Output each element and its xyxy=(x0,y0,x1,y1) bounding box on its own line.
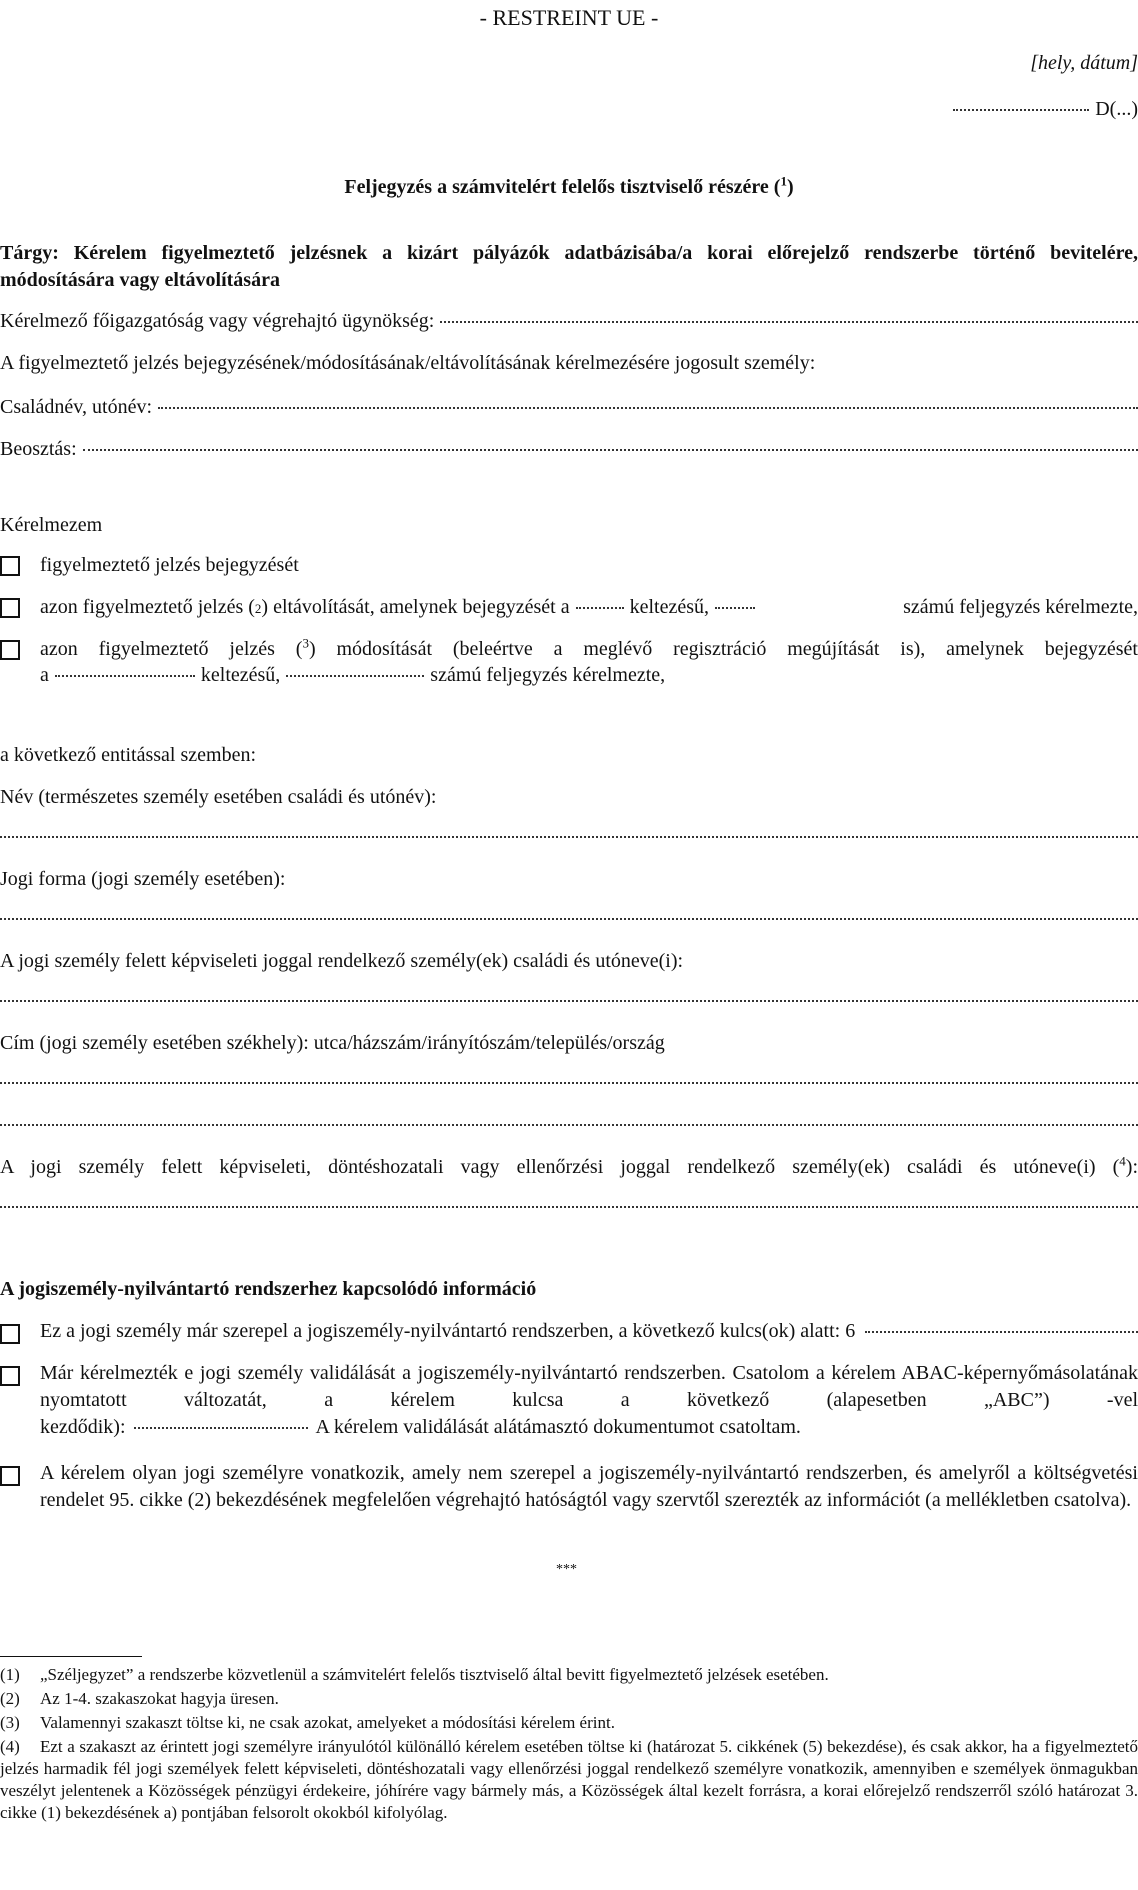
document-title: Feljegyzés a számvitelért felelős tisztviselő részére ($^1$) xyxy=(344,173,794,198)
separator: *** xyxy=(556,1562,577,1577)
validation-requested-label: Már kérelmezték e jogi személy validálását a jogiszemély-nyilvántartó rendszerben. Csatolom a kérelem ABAC-képernyőmásolatának nyomtatott változatát, a kérelem kulcsa a következő (alapesetben „ABC”) -vel xyxy=(40,1362,1138,1411)
name-field[interactable] xyxy=(0,394,1138,421)
legal-entity-exists-text: Ez a jogi személy már szerepel a jogiszemély-nyilvántartó rendszerben, a következő kulcs(ok) alatt: 6 xyxy=(40,1320,856,1342)
footnote-4-num: (4) xyxy=(0,1737,20,1756)
remove-text-d: számú feljegyzés kérelmezte, xyxy=(903,596,1138,618)
validation-text-b: kezdődik): xyxy=(40,1416,126,1438)
option-modify-warning-label xyxy=(40,636,1138,663)
name-label: Családnév, utónév: xyxy=(0,396,153,418)
footnote-ref-4: 4 xyxy=(1119,1153,1126,1169)
control-persons-field[interactable] xyxy=(0,1206,1138,1208)
representatives-label: A jogi személy felett képviseleti joggal rendelkező személy(ek) családi és utóneve(i): xyxy=(0,950,684,972)
subject xyxy=(0,240,1138,294)
checkbox-not-in-system[interactable] xyxy=(0,1466,20,1486)
remove-number-dots[interactable] xyxy=(715,607,755,609)
checkbox-validation-requested[interactable] xyxy=(0,1366,20,1386)
control-persons-label xyxy=(0,1154,1138,1181)
checkbox-remove-warning[interactable] xyxy=(0,598,20,618)
place-date: [hely, dátum] xyxy=(1030,52,1138,74)
position-label: Beosztás: xyxy=(0,438,77,460)
classification-header: - RESTREINT UE - xyxy=(479,5,659,30)
option-modify-warning-line2 xyxy=(40,662,1138,689)
option-add-warning-label: figyelmeztető jelzés bejegyzését xyxy=(40,554,299,576)
modify-text-c: a xyxy=(40,664,49,686)
modify-text-a: azon figyelmeztető jelzés ( xyxy=(40,638,303,660)
not-in-system-label: A kérelem olyan jogi személyre vonatkozik, amely nem szerepel a jogiszemély-nyilvántartó rendszerben, és amelyről a költségvetési rendelet 95. cikke (2) bekezdésének megfelelően végrehajtó hatóságtól vagy szervtől szerezték az információt (a mellékletben csatolva). xyxy=(40,1462,1138,1511)
remove-date-dots[interactable] xyxy=(576,607,624,609)
subject-text: Kérelem figyelmeztető jelzésnek a kizárt pályázók adatbázisába/a korai előrejelző rendszerbe történő bevitelére, módosítására vagy eltávolítására xyxy=(0,242,1138,291)
remove-text-a: azon figyelmeztető jelzés ( xyxy=(40,596,255,618)
entity-name-label: Név (természetes személy esetében családi és utónév): xyxy=(0,786,437,808)
footnote-4-text: Ezt a szakaszt az érintett jogi személyre irányulótól különálló kérelem esetében töltse ki (határozat 5. cikkének (5) bekezdése), és csak akkor, ha a figyelmeztető jelzés harmadik fél jogi személyek felett képviseleti, döntéshozatali vagy ellenőrzési joggal rendelkező személyre vonatkozik, amennyiben e személyek önmagukban veszélyt jelentenek a Közösségek pénzügyi érdekeire, jóhírére vagy bármely más, a Közösségek által kezelt forrásra, a korai előrejelző rendszerről szóló határozat 3. cikke (1) bekezdésének a) pontjában felsorolt okokból kifolyólag. xyxy=(0,1737,1138,1822)
legal-entity-heading: A jogiszemély-nyilvántartó rendszerhez kapcsolódó információ xyxy=(0,1278,537,1300)
control-text-a: A jogi személy felett képviseleti, döntéshozatali vagy ellenőrzési joggal rendelkező személy(ek) családi és utóneve(i) ( xyxy=(0,1156,1120,1178)
modify-date-dots[interactable] xyxy=(55,675,195,677)
validation-text-c: A kérelem validálását alátámasztó dokumentumot csatoltam. xyxy=(315,1416,801,1438)
authorised-person-label: A figyelmeztető jelzés bejegyzésének/módosításának/eltávolításának kérelmezésére jogosult személy: xyxy=(0,352,816,374)
modify-text-e: számú feljegyzés kérelmezte, xyxy=(430,664,666,686)
legal-entity-key-dots[interactable] xyxy=(865,1331,1138,1333)
legal-entity-exists-label xyxy=(40,1318,1138,1345)
address-field-line2[interactable] xyxy=(0,1124,1138,1126)
validation-requested-line3 xyxy=(40,1414,1138,1441)
modify-text-d: keltezésű, xyxy=(200,664,281,686)
validation-key-dots[interactable] xyxy=(134,1427,308,1429)
checkbox-legal-entity-exists[interactable] xyxy=(0,1324,20,1344)
address-field-line1[interactable] xyxy=(0,1082,1138,1084)
footnote-ref-3: 3 xyxy=(302,635,309,651)
footnote-1-text: „Széljegyzet” a rendszerbe közvetlenül a számvitelért felelős tisztviselő által bevitt figyelmeztető jelzések esetében. xyxy=(40,1665,829,1684)
entity-name-field[interactable] xyxy=(0,836,1138,838)
title-text: Feljegyzés a számvitelért felelős tisztviselő részére xyxy=(344,176,769,198)
legal-form-label: Jogi forma (jogi személy esetében): xyxy=(0,868,286,890)
checkbox-modify-warning[interactable] xyxy=(0,640,20,660)
position-field[interactable] xyxy=(0,436,1138,463)
entity-intro: a következő entitással szemben: xyxy=(0,744,257,766)
legal-form-field[interactable] xyxy=(0,918,1138,920)
representatives-field[interactable] xyxy=(0,1000,1138,1002)
address-label: Cím (jogi személy esetében székhely): utca/házszám/irányítószám/település/ország xyxy=(0,1032,665,1054)
footnote-rule xyxy=(0,1656,142,1657)
footnote-3-num: (3) xyxy=(0,1713,20,1732)
footnote-3-text: Valamennyi szakaszt töltse ki, ne csak azokat, amelyeket a módosítási kérelem érint. xyxy=(40,1713,615,1732)
requesting-dg-label: Kérelmező főigazgatóság vagy végrehajtó ügynökség: xyxy=(0,310,435,332)
footnote-2-num: (2) xyxy=(0,1689,20,1708)
option-remove-warning-label: azon figyelmeztető jelzés ( 2 ) eltávolítását, amelynek bejegyzését a keltezésű, számú feljegyzés kérelmezte, xyxy=(40,594,1138,621)
reference-dots xyxy=(953,109,1089,111)
requesting-dg-field[interactable] xyxy=(0,308,1138,335)
subject-label: Tárgy: xyxy=(0,242,59,264)
modify-text-b: ) módosítását (beleértve a meglévő regisztráció megújítását is), amelynek bejegyzését xyxy=(308,638,1138,660)
reference-number[interactable] xyxy=(953,96,1138,123)
footnote-2-text: Az 1-4. szakaszokat hagyja üresen. xyxy=(40,1689,279,1708)
modify-number-dots[interactable] xyxy=(286,675,424,677)
control-text-b: ): xyxy=(1125,1156,1138,1178)
remove-text-c: keltezésű, xyxy=(629,596,710,618)
remove-text-b: ) eltávolítását, amelynek bejegyzését a xyxy=(261,596,570,618)
footnote-1-num: (1) xyxy=(0,1665,20,1684)
reference-suffix: D(...) xyxy=(1095,98,1138,120)
title-footnote-ref: 1 xyxy=(780,173,787,189)
checkbox-add-warning[interactable] xyxy=(0,556,20,576)
request-heading: Kérelmezem xyxy=(0,514,103,536)
